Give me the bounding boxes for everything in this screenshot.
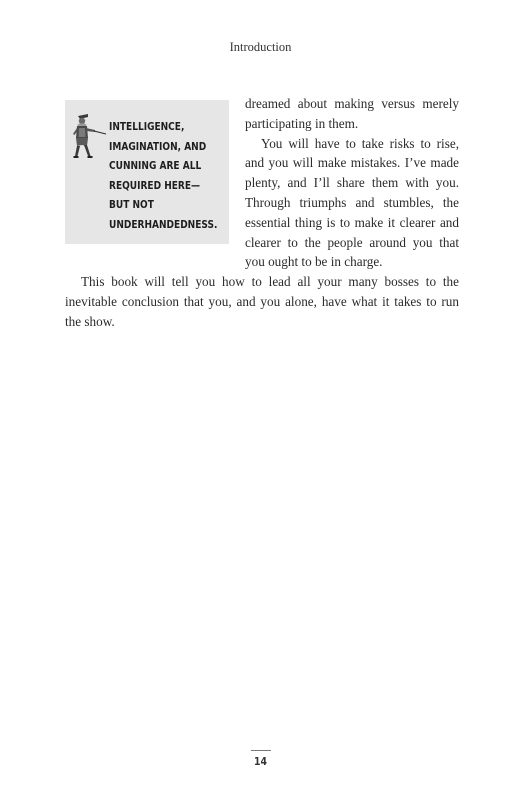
pull-quote-text	[109, 117, 218, 235]
paragraph: This book will tell you how to lead all your many bosses to the inevitable conclusion that you, and you alone, have what it takes to run the show.	[65, 274, 459, 329]
page-number: 14	[253, 755, 268, 768]
paragraph: You will have to take risks to rise, and you will make mistakes. I’ve made plenty, and I’ll share them with you. Through triumphs and stumbles, the essential thing is to make it clearer and clearer to the people around you that you ought to be in charge.	[245, 135, 459, 270]
pull-quote-line: INTELLIGENCE,	[109, 120, 185, 133]
folio-rule	[251, 750, 271, 751]
running-head: Introduction	[229, 40, 292, 54]
pull-quote-line: REQUIRED HERE—	[109, 178, 201, 192]
pull-quote-line: CUNNING ARE ALL	[109, 159, 202, 173]
body-text-column	[245, 94, 459, 272]
pull-quote-line: BUT NOT	[109, 198, 154, 212]
pull-quote-line: UNDERHANDEDNESS.	[109, 217, 218, 231]
paragraph-continued: dreamed about making versus merely participating in them.	[245, 96, 459, 131]
fencer-illustration-icon	[71, 112, 107, 160]
pull-quote-line: IMAGINATION, AND	[109, 139, 207, 153]
pull-quote-callout	[65, 100, 229, 244]
